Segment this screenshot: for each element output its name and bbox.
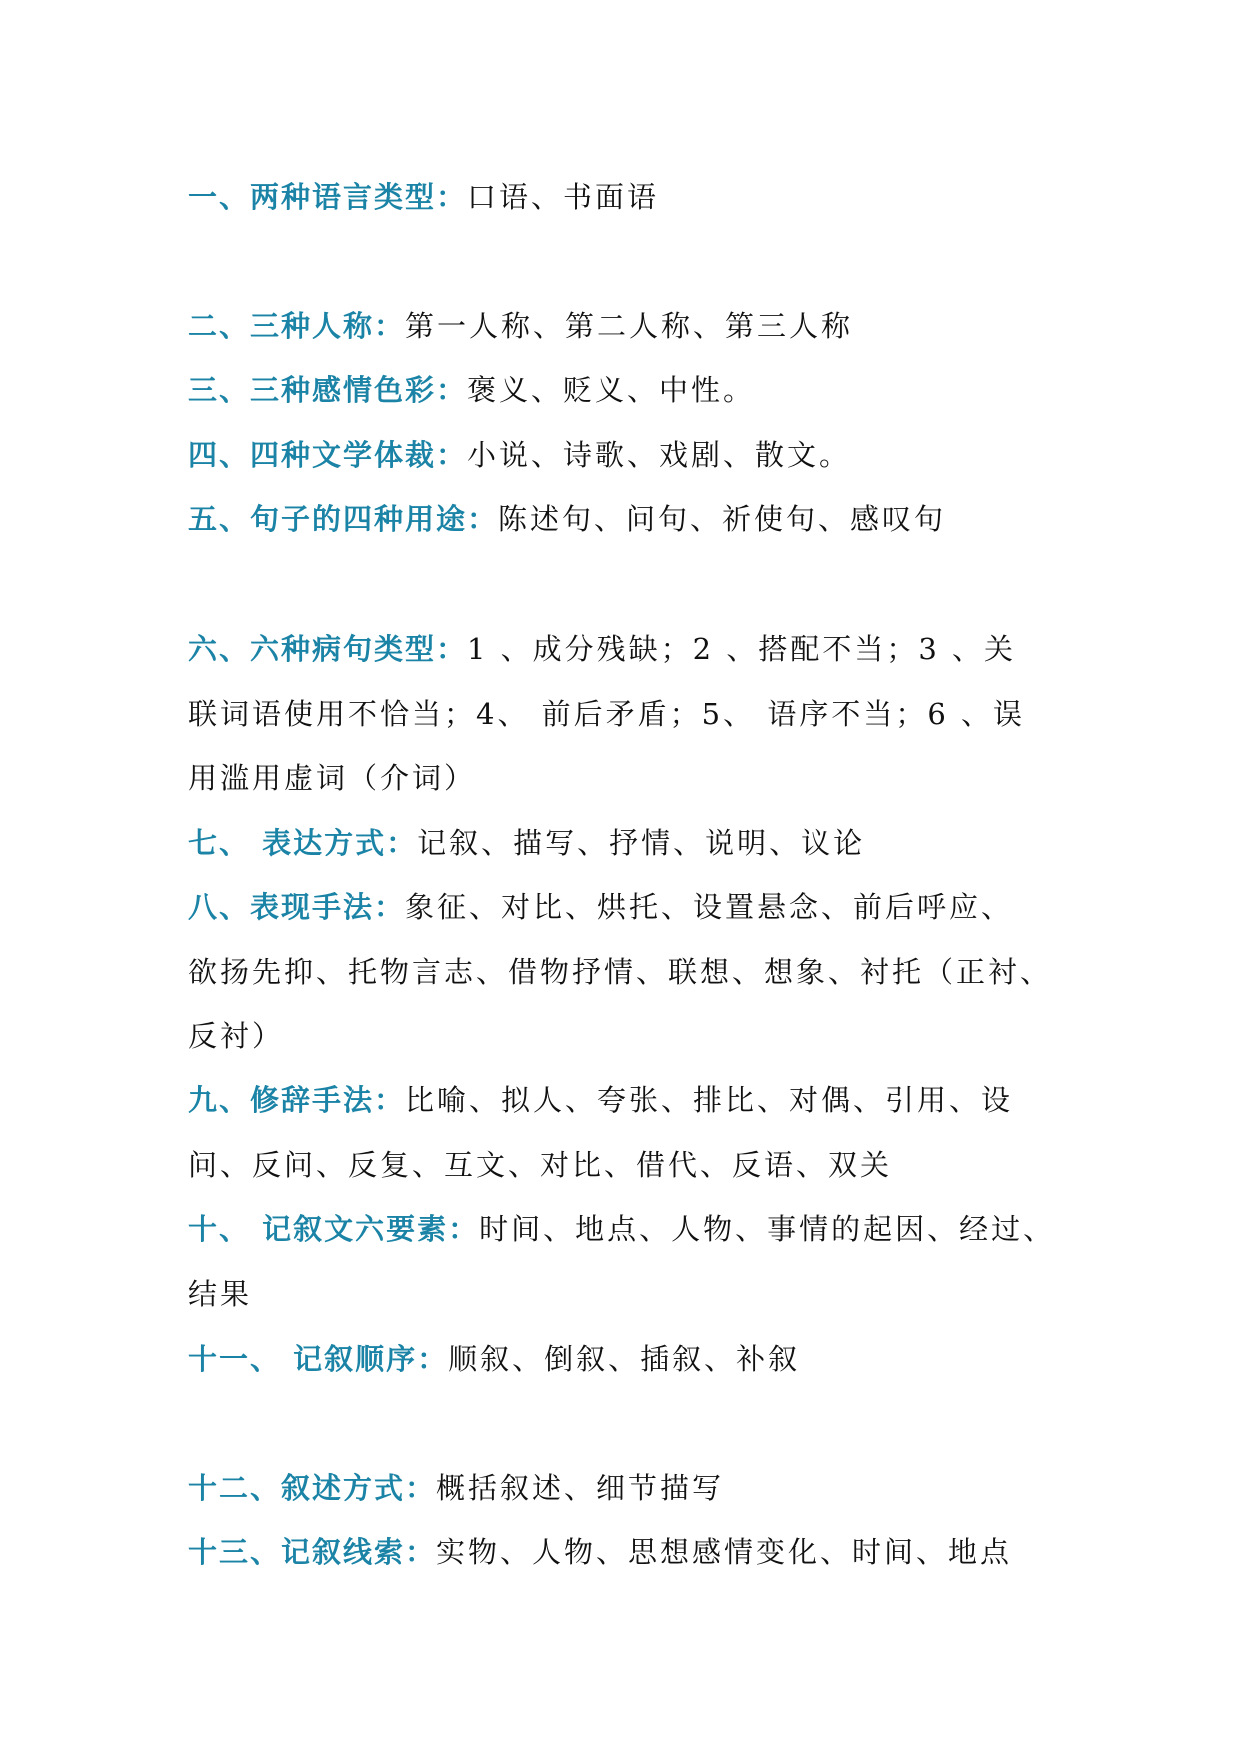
section-9	[188, 1076, 1088, 1124]
section-12	[188, 1464, 1088, 1512]
section-body: 顺叙、倒叙、插叙、补叙	[448, 1342, 801, 1376]
section-8	[188, 883, 1088, 931]
section-6-continuation: 联词语使用不恰当；4、 前后矛盾；5、 语序不当；6 、误	[188, 697, 1026, 731]
section-11	[188, 1335, 1088, 1383]
section-8-continuation: 反衬）	[188, 1019, 285, 1053]
section-heading: 八、表现手法：	[188, 890, 406, 924]
section-6-continuation: 用滥用虚词（介词）	[188, 761, 477, 795]
section-body: 小说、诗歌、戏剧、散文。	[467, 438, 852, 472]
section-heading: 十、 记叙文六要素：	[188, 1212, 480, 1246]
section-heading: 五、句子的四种用途：	[188, 502, 499, 536]
section-body: 记叙、描写、抒情、说明、议论	[417, 826, 866, 860]
section-9-continuation: 问、反问、反复、互文、对比、借代、反语、双关	[188, 1148, 893, 1182]
section-body: 概括叙述、细节描写	[436, 1471, 725, 1505]
section-heading: 七、 表达方式：	[188, 826, 418, 860]
section-10	[188, 1205, 1088, 1253]
section-heading: 十三、记叙线索：	[188, 1535, 437, 1569]
section-body: 实物、人物、思想感情变化、时间、地点	[436, 1535, 1013, 1569]
section-3	[188, 366, 1088, 414]
section-4	[188, 431, 1088, 479]
section-body: 第一人称、第二人称、第三人称	[405, 309, 854, 343]
section-heading: 六、六种病句类型：	[188, 632, 468, 666]
section-10-continuation: 结果	[188, 1277, 253, 1311]
section-2	[188, 302, 1088, 350]
section-8-continuation: 欲扬先抑、托物言志、借物抒情、联想、想象、衬托（正衬、	[188, 955, 1053, 989]
section-body: 比喻、拟人、夸张、排比、对偶、引用、设	[405, 1083, 1014, 1117]
section-body: 口语、书面语	[467, 180, 660, 214]
section-7	[188, 819, 1088, 867]
section-body: 时间、地点、人物、事情的起因、经过、	[479, 1212, 1056, 1246]
section-1	[188, 173, 1088, 221]
section-heading: 十二、叙述方式：	[188, 1471, 437, 1505]
section-heading: 九、修辞手法：	[188, 1083, 406, 1117]
section-heading: 一、两种语言类型：	[188, 180, 468, 214]
section-5	[188, 495, 1088, 543]
section-body: 褒义、贬义、中性。	[467, 373, 756, 407]
section-heading: 三、三种感情色彩：	[188, 373, 468, 407]
section-13	[188, 1528, 1088, 1576]
section-heading: 十一、 记叙顺序：	[188, 1342, 449, 1376]
section-body: 1 、成分残缺；2 、搭配不当；3 、关	[467, 632, 1017, 666]
section-body: 象征、对比、烘托、设置悬念、前后呼应、	[405, 890, 1014, 924]
section-heading: 四、四种文学体裁：	[188, 438, 468, 472]
section-heading: 二、三种人称：	[188, 309, 406, 343]
section-body: 陈述句、问句、祈使句、感叹句	[498, 502, 947, 536]
section-6	[188, 625, 1088, 673]
